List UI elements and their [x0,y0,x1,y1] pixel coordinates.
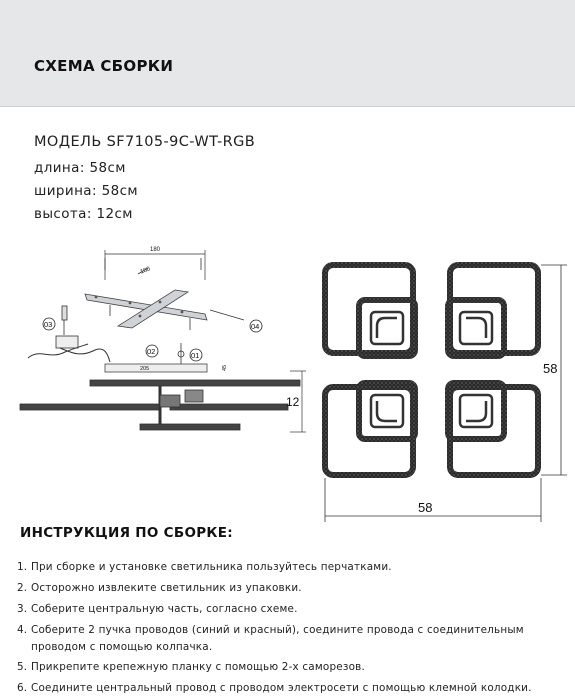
model-label: МОДЕЛЬ SF7105-9C-WT-RGB [34,134,256,150]
step-4: 4. Соберите 2 пучка проводов (синий и красный), соедините провода с соединительным [17,624,524,636]
callout-01-label: 01 [191,351,200,360]
inner-frames [371,312,492,427]
height-dim-label: 12 [286,395,300,409]
width-dim-label: 58 [418,500,433,515]
callout-02-label: 02 [147,347,156,356]
dim-base-label: 205 [140,366,150,372]
header-bar [0,0,575,106]
lamp-side-view [20,380,300,430]
dim-side-label: 45 [222,364,228,371]
dim-top-label: 180 [150,247,161,253]
assembly-diagram [10,240,310,440]
step-2: 2. Осторожно извлеките светильник из упаковки. [17,582,302,594]
height-spec: высота: 12см [34,206,133,222]
step-6: 6. Соедините центральный провод с проводом электросети с помощью клемной колодки. [17,682,532,694]
step-4-continued: проводом с помощью колпачка. [31,641,213,653]
cap-screw [178,343,184,364]
header-divider [0,106,575,107]
width-spec: ширина: 58см [34,183,138,199]
callout-03-label: 03 [44,320,53,329]
dim-small-label: 180 [139,266,152,276]
step-3: 3. Соберите центральную часть, согласно схеме. [17,603,298,615]
step-1: 1. При сборке и установке светильника пользуйтесь перчатками. [17,561,392,573]
lamp-frames [325,265,538,475]
mounting-plate [85,290,207,328]
canopy [105,364,207,372]
connector-cap [56,306,78,348]
top-dimension [105,250,205,280]
length-spec: длина: 58см [34,160,126,176]
instructions-title: ИНСТРУКЦИЯ ПО СБОРКЕ: [20,525,233,541]
page-title: СХЕМА СБОРКИ [34,57,174,75]
step-5: 5. Прикрепите крепежную планку с помощью 2-х саморезов. [17,661,365,673]
callout-04-label: 04 [251,322,260,331]
top-view-diagram [305,250,570,530]
screw-icon [105,258,201,274]
height-dim-label-right: 58 [543,361,558,376]
